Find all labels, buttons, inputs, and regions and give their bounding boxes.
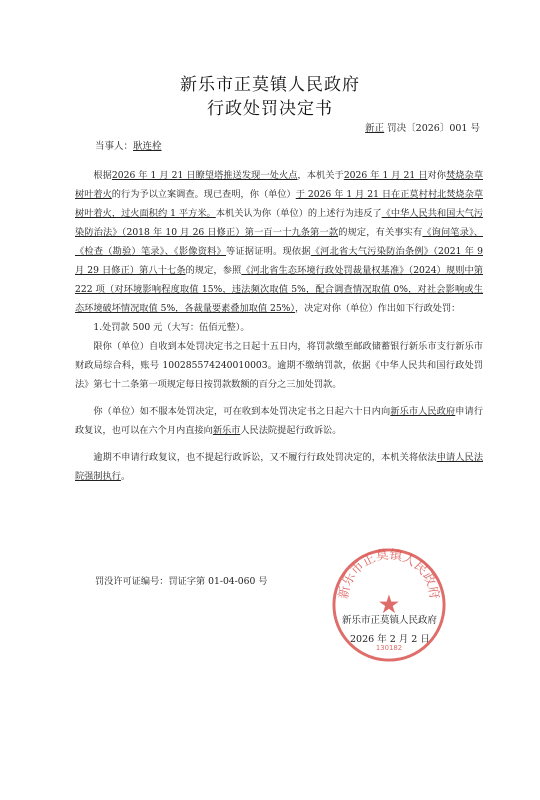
p1-evidence: 《询问笔录》、《检查（勘验）笔录》、《影像资料》 [75,227,483,257]
paragraph-payment: 限你（单位）自收到本处罚决定书之日起十五日内，将罚款缴至邮政储蓄银行新乐市支行新乐市财政局综合科，账号 100285574240010003。逾期不缴纳罚款，依据《中华人民共和国行政处罚法》第七十二条第一项规定每日按罚款数额的百分之三加处罚款。 [75,341,483,390]
official-seal [330,546,448,664]
p1-text: 本机关认为你（单位）的上述行为违反了 [215,208,382,219]
p4-text: 你（单位）如不服本处罚决定，可在收到本处罚决定书之日起六十日内向 [93,406,391,417]
party-line [95,138,162,152]
paragraph-enforcement [75,448,483,486]
paragraph-penalty: 1.处罚款 500 元（大写：伍佰元整）。 [93,322,250,333]
p1-source: 2026 年 1 月 21 日瞭望塔推送发现一处火点 [111,170,298,181]
p5-enforcement: 申请人民法院强制执行 [75,452,484,482]
paragraph-facts [75,166,483,318]
p1-text: 对你 [427,170,447,181]
p4-text: 申请行政复议，也可以在六个月内直接向 [75,406,484,436]
p4-review-body: 新乐市人民政府 [390,406,456,417]
p1-law: 《中华人民共和国大气污染防治法》（2018 年 10 月 26 日修正）第一百一十九条第一款 [75,208,484,238]
seal-star: ★ [377,589,401,620]
p5-text: 。 [120,471,131,482]
p1-text: 的规定，有关事实有 [338,227,423,238]
p1-date: 2026 年 1 月 21 日 [343,170,428,181]
p1-benchmark: 《河北省生态环境行政处罚裁量权基准》（2024）规则中第 222 项（对环境影响程度取值 15%，违法频次取值 5%，配合调查情况取值 0%，对社会影响或生态环境破坏情况取值 5%，各裁量要素叠加取值 25%） [75,265,484,314]
issuing-authority: 新乐市正莫镇人民政府 [342,615,438,626]
document-number [365,120,480,134]
p1-text: 的规定，参照 [185,265,242,276]
p4-court: 新乐市 [212,425,241,436]
p1-text: ，本机关于 [297,170,344,181]
document-title-line2: 行政处罚决定书 [207,99,333,119]
p1-regulation: 《河北省大气污染防治条例》（2021 年 9 月 29 日修正）第八十七条 [75,246,483,276]
p5-text: 逾期不申请行政复议，也不提起行政诉讼，又不履行行政处罚决定的，本机关将依法 [93,452,437,463]
seal-code: 130182 [375,644,403,653]
party-name: 耿连栓 [133,141,162,152]
p1-text: 的行为予以立案调查。现已查明，你（单位） [111,189,296,200]
issue-date: 2026 年 2 月 2 日 [350,634,430,645]
p1-text: 等证据证明。现依据 [225,246,311,257]
p1-finding: 于 2026 年 1 月 21 日在正莫村村北焚烧杂草树叶着火，过火面积约 1 平方米。 [75,189,484,219]
document-title-line1: 新乐市正莫镇人民政府 [180,75,360,95]
party-label: 当事人： [95,141,134,152]
decision-body [75,166,483,486]
p1-text: 根据 [93,170,112,181]
paragraph-appeal [75,402,483,440]
document-number-rest: 罚决〔2026〕001 号 [384,123,480,134]
seal-text: 新乐市正莫镇人民政府 [336,547,442,601]
penalty-permit-number: 罚没许可证编号：罚证字第 01-04-060 号 [95,576,268,587]
p4-text: 人民法院提起行政诉讼。 [240,425,342,436]
p1-behavior: 焚烧杂草树叶着火 [75,170,484,200]
document-number-prefix: 新正 [365,123,385,134]
p1-text: ，决定对你（单位）作出如下行政处罚： [295,303,461,314]
